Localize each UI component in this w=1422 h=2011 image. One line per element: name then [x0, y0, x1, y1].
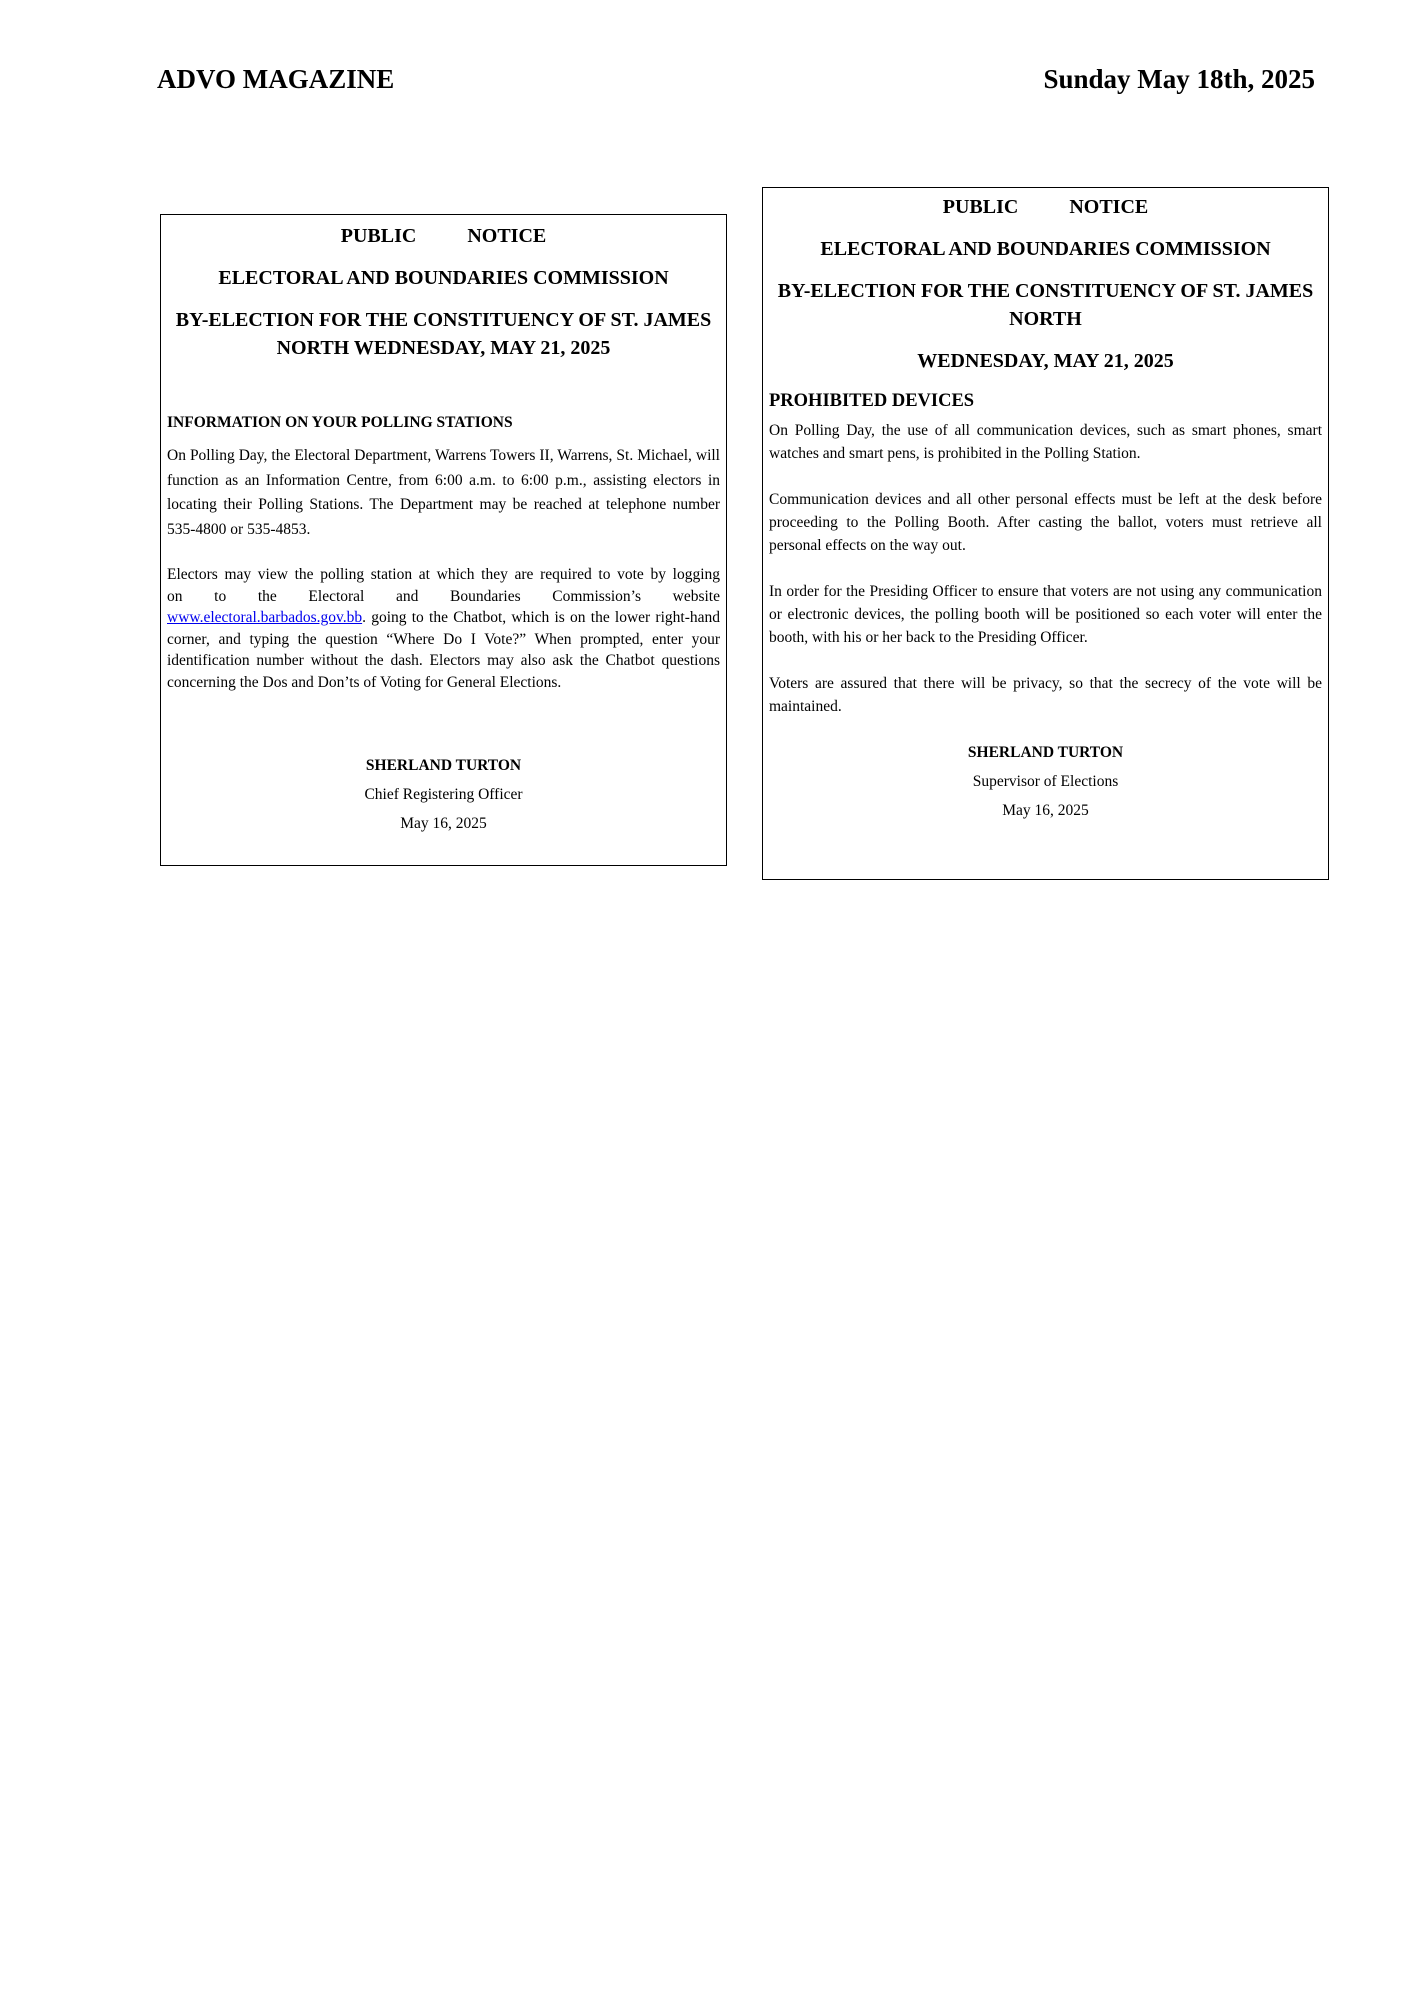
commission-website-link[interactable]: www.electoral.barbados.gov.bb — [167, 609, 363, 626]
issue-date: Sunday May 18th, 2025 — [1043, 64, 1315, 94]
election-date-heading: WEDNESDAY, MAY 21, 2025 — [917, 350, 1174, 372]
public-notice-prohibited-devices — [762, 187, 1329, 880]
election-heading-line2: NORTH WEDNESDAY, MAY 21, 2025 — [276, 337, 611, 359]
website-paragraph-rest: . going to the Chatbot, which is on the lower right-hand corner, and typing the question “Where Do I Vote?” When prompted, enter your identification number without the dash. Electors may also ask the Chatbot questions concerning the Dos and Don’ts of Voting for General Elections. — [167, 609, 720, 691]
personal-effects-paragraph: Communication devices and all other personal effects must be left at the desk before proceeding to the Polling Booth. After casting the ballot, voters must retrieve all personal effects on the way out. — [769, 491, 1322, 554]
election-heading-line2: NORTH — [1009, 308, 1082, 330]
signature-date: May 16, 2025 — [400, 815, 487, 832]
notice-title: PUBLIC NOTICE — [942, 196, 1149, 218]
notice-title: PUBLIC NOTICE — [340, 225, 547, 247]
signatory-title: Chief Registering Officer — [364, 786, 523, 803]
signature-block — [769, 738, 1322, 825]
website-paragraph-line1: Electors may view the polling station at which they are required to vote by logging — [167, 566, 720, 583]
signature-date: May 16, 2025 — [1002, 802, 1089, 819]
section-heading: INFORMATION ON YOUR POLLING STATIONS — [167, 414, 513, 431]
booth-positioning-paragraph: In order for the Presiding Officer to ensure that voters are not using any communication or electronic devices, the polling booth will be positioned so each voter will enter the booth, with his or her back to the Presiding Officer. — [769, 583, 1322, 646]
publication-title: ADVO MAGAZINE — [157, 64, 395, 94]
website-paragraph-line2: on to the Electoral and Boundaries Commission’s website — [167, 587, 720, 605]
website-paragraph — [167, 564, 720, 693]
privacy-paragraph: Voters are assured that there will be privacy, so that the secrecy of the vote will be maintained. — [769, 675, 1322, 715]
election-heading-line1: BY-ELECTION FOR THE CONSTITUENCY OF ST. JAMES — [175, 309, 712, 331]
signatory-title: Supervisor of Elections — [972, 773, 1119, 790]
signatory-name: SHERLAND TURTON — [365, 757, 522, 774]
commission-heading: ELECTORAL AND BOUNDARIES COMMISSION — [218, 267, 669, 289]
section-heading: PROHIBITED DEVICES — [769, 391, 975, 411]
election-heading-line1: BY-ELECTION FOR THE CONSTITUENCY OF ST. JAMES — [777, 280, 1314, 302]
information-centre-paragraph: On Polling Day, the Electoral Department, Warrens Towers II, Warrens, St. Michael, will function as an Information Centre, from 6:00 a.m. to 6:00 p.m., assisting electors in locating their Polling Stations. The Department may be reached at telephone number 535-4800 or 535-4853. — [167, 447, 720, 538]
signatory-name: SHERLAND TURTON — [967, 744, 1124, 761]
public-notice-polling-stations — [160, 214, 727, 866]
commission-heading: ELECTORAL AND BOUNDARIES COMMISSION — [820, 238, 1271, 260]
signature-block — [167, 751, 720, 838]
devices-prohibited-paragraph: On Polling Day, the use of all communication devices, such as smart phones, smart watches and smart pens, is prohibited in the Polling Station. — [769, 422, 1322, 462]
